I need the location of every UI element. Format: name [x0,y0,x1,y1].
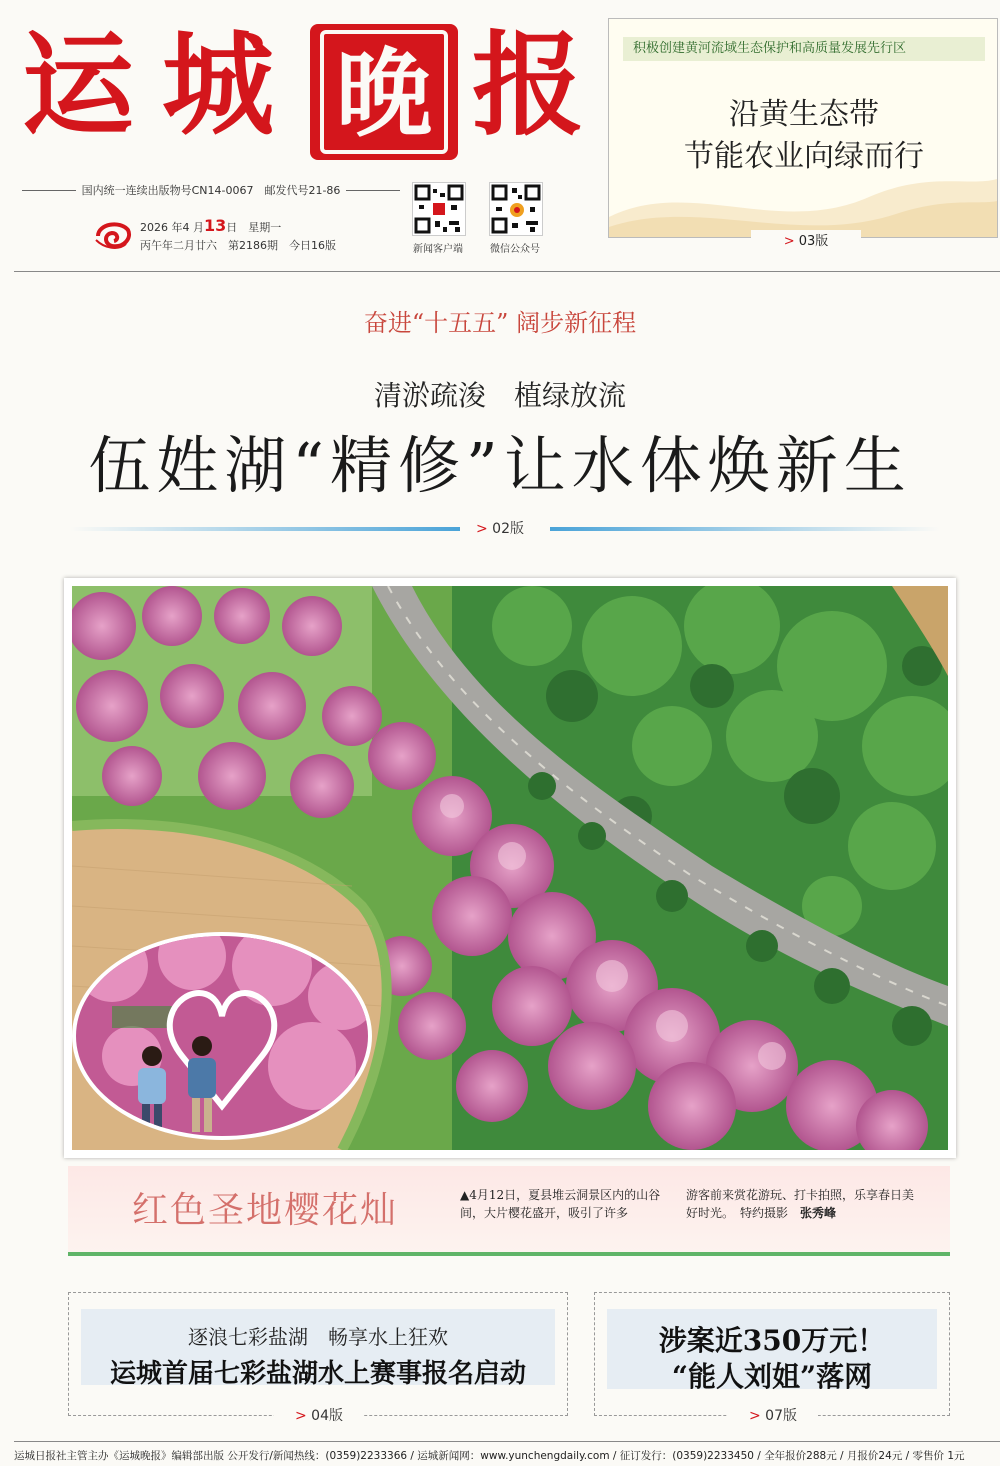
publication-info [22,182,400,198]
qr-news-client[interactable] [412,182,473,255]
qr-code-icon [412,182,466,236]
lead-page-ref[interactable]: > 02版 [475,521,524,537]
qr-wechat[interactable] [489,182,550,255]
qr-code-icon [489,182,543,236]
photo-caption-box [68,1166,950,1256]
logo-char-4: 报 [472,20,584,151]
dateline [140,216,281,235]
caption-text-2: 游客前来赏花游玩、打卡拍照，乐享春日美好时光。 特约摄影 [686,1188,915,1220]
masthead-logo [22,8,592,168]
teaser-2-page-ref-text: 07版 [765,1408,797,1424]
date-day: 13 [204,216,227,235]
ref-line-left [70,527,460,531]
logo-seal [310,24,458,160]
decorative-wave [609,157,997,237]
side-feature-box[interactable] [608,18,998,249]
teaser-1-headline: 运城首届七彩盐湖水上赛事报名启动 [109,1359,526,1389]
lunar-date: 丙午年二月廿六 第2186期 今日16版 [140,239,336,252]
side-headline-line1: 沿黄生态带 [729,97,879,132]
teaser-1-page-ref[interactable]: > 04版 [274,1405,364,1425]
main-photo[interactable] [64,578,956,1158]
date-prefix: 2026 年4 月 [140,221,204,234]
aerial-cherry-blossom-image [72,586,948,1150]
teaser-1-subheadline: 逐浪七彩盐湖 畅享水上狂欢 [188,1325,448,1349]
qr-label-wechat: 微信公众号 [490,244,540,255]
lead-kicker: 奋进“十五五” 阔步新征程 [363,309,637,337]
footer-divider [14,1441,1000,1442]
pub-info-text: 国内统一连续出版物号CN14-0067 邮发代号21-86 [81,184,341,197]
date-suffix: 日 星期一 [226,221,282,234]
teaser-1-panel [81,1309,555,1389]
teaser-box-2[interactable] [594,1292,950,1424]
side-page-ref[interactable]: > 03版 [751,230,861,249]
caption-column-1: ▲4月12日，夏县堆云洞景区内的山谷间，大片樱花盛开，吸引了许多 [460,1188,661,1220]
teaser-2-line2: “能人刘姐”落网 [671,1360,873,1393]
logo-char-3: 晚 [320,30,448,154]
teaser-2-page-ref[interactable]: > 07版 [728,1405,818,1425]
logo-char-2: 城 [162,20,274,151]
qr-label-news: 新闻客户端 [413,244,463,255]
caption-column-2 [686,1186,918,1222]
lead-headline[interactable]: 伍姓湖“精修”让水体焕新生 [88,429,912,502]
side-page-ref-text: 03版 [798,234,829,249]
footer-info: 运城日报社主管主办《运城晚报》编辑部出版 公开发行/新闻热线：(0359)2233366 / 运城新闻网：www.yunchengdaily.com / 征订发行：(0359)2233450 / 全年报价288元 / 月报价24元 / 零售价 1元 [14,1450,965,1462]
photographer-name: 张秀峰 [800,1206,837,1220]
teaser-2-panel [607,1309,937,1393]
lead-page-ref-text: 02版 [492,521,524,537]
ref-line-right [550,527,940,531]
side-banner: 积极创建黄河流域生态保护和高质量发展先行区 [623,37,985,61]
teaser-box-1[interactable] [68,1292,568,1424]
logo-char-1: 运 [22,20,134,151]
lead-deck: 清淤疏浚 植绿放流 [373,379,626,412]
masthead-divider [14,271,1000,272]
photo-title: 红色圣地樱花灿 [132,1190,399,1231]
side-headline-line2: 节能农业向绿而行 [684,139,924,174]
teaser-2-line1: 涉案近350万元！ [658,1324,886,1357]
emblem-icon [94,218,134,252]
teaser-1-page-ref-text: 04版 [311,1408,343,1424]
